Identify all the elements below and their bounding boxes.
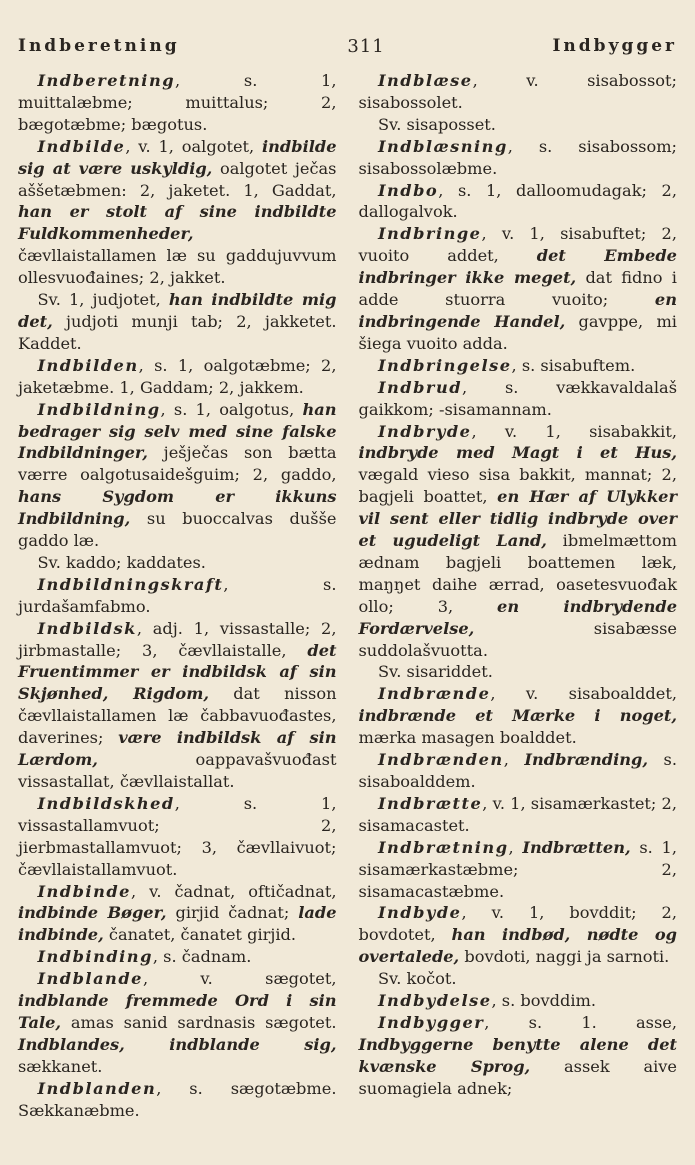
dictionary-entry	[359, 355, 678, 377]
dictionary-entry	[18, 1078, 337, 1122]
definition-text: , v. 1, sisabakkit,	[471, 421, 677, 441]
dictionary-entry	[18, 618, 337, 793]
example-phrase: Indblandes, indblande sig,	[18, 1034, 337, 1054]
example-phrase: indbilde sig at være uskyldig,	[18, 136, 337, 178]
example-phrase: han bedrager sig selv med sine falske Indbildninger,	[18, 399, 337, 463]
example-phrase: indbryde med Magt i et Hus,	[358, 443, 677, 463]
definition-text: , v. 1, sisamærkastet; 2, sisamacastet.	[358, 793, 677, 835]
headword: Indbilde	[37, 136, 126, 156]
headword: Indbringelse	[377, 355, 512, 375]
headword: Indbinde	[37, 881, 131, 901]
example-phrase: han indbød, nødte og overtalede,	[358, 925, 677, 967]
dictionary-entry	[18, 793, 337, 881]
definition-text: , s. jurdašamfabmo.	[18, 574, 337, 616]
definition-text: čævllaistallamen læ su gaddujuvvum ollesvuođaines; 2, jakket.	[18, 246, 337, 288]
example-phrase: indbinde Bøger,	[18, 903, 167, 923]
headword: Indbinding	[37, 947, 153, 967]
definition-text: , s. 1. asse,	[484, 1012, 677, 1032]
definition-text: , v. 1, oalgotet,	[125, 136, 263, 156]
dictionary-entry	[359, 136, 678, 180]
dictionary-entry	[359, 223, 678, 354]
definition-text: , s. 1, oalgotæbme; 2, jaketæbme. 1, Gaddam; 2, jakkem.	[18, 355, 337, 397]
definition-text: , s. 1, muittalæbme; muittalus; 2, bægotæbme; bægotus.	[18, 71, 337, 134]
definition-text: dat fidno i adde stuorra vuoito;	[358, 268, 677, 310]
definition-text: bovdoti, naggi ja sarnoti.	[459, 947, 670, 967]
right-column	[359, 70, 678, 1125]
definition-text: girjid čadnat;	[166, 903, 299, 923]
dictionary-entry	[359, 968, 678, 990]
definition-text: sisabæsse suddolašvuotta.	[358, 618, 677, 660]
definition-text: , adj. 1, vissastalle; 2, jirbmastalle; 3, čævllaistalle,	[18, 618, 337, 660]
headword: Indberetning	[37, 71, 176, 90]
header-left-guideword: Indberetning	[18, 36, 180, 56]
dictionary-entry	[18, 881, 337, 947]
definition-text: ,	[503, 750, 525, 770]
dictionary-entry	[18, 968, 337, 1078]
definition-text: dat nisson čævllaistallamen læ čabbavuođastes, daverines;	[18, 684, 337, 748]
definition-text: amas sanid sardnasis sægotet.	[61, 1012, 337, 1032]
example-phrase: det Fruentimmer er indbildsk af sin Skjønhed, Rigdom,	[18, 640, 337, 704]
headword: Indbrænden	[377, 750, 504, 770]
example-phrase: Indbrætten,	[522, 837, 631, 857]
headword: Indbryde	[377, 421, 472, 441]
definition-text: Sv. sisaposset.	[377, 114, 496, 134]
definition-text: ,	[508, 837, 523, 857]
running-header	[18, 30, 677, 62]
page-number: 311	[347, 35, 385, 57]
example-phrase: være indbildsk af sin Lærdom,	[18, 728, 337, 770]
dictionary-entry	[18, 574, 337, 618]
example-phrase: en indbringende Handel,	[358, 290, 677, 331]
definition-text: Sv. 1, judjotet,	[37, 290, 169, 310]
dictionary-entry	[359, 749, 678, 793]
definition-text: , s. 1, oalgotus,	[160, 399, 303, 419]
dictionary-entry	[359, 683, 678, 749]
headword: Indbrænde	[377, 684, 491, 704]
headword: Indbyde	[377, 903, 462, 923]
definition-text: , v. 1, sisabuftet; 2, vuoito addet,	[358, 224, 677, 266]
definition-text: , s. sisabossom; sisabossolæbme.	[358, 136, 677, 178]
definition-text: judjoti munji tab; 2, jakketet. Kaddet.	[18, 311, 337, 353]
definition-text: , s. 1, vissastallamvuot; 2, jierbmastallamvuot; 3, čævllaivuot; čævllaistallamvuot.	[18, 793, 337, 879]
dictionary-entry	[18, 946, 337, 968]
definition-text: , s. vækkavaldalaš gaikkom; -sisamannam.	[358, 377, 677, 419]
definition-text: , v. sisaboalddet,	[490, 684, 677, 704]
headword: Indbrætning	[377, 837, 509, 857]
definition-text: , v. sisabossot; sisabossolet.	[358, 71, 677, 112]
example-phrase: Indbrænding,	[524, 750, 648, 770]
headword: Indbildning	[37, 399, 161, 419]
example-phrase: hans Sygdom er ikkuns Indbildning,	[18, 487, 337, 529]
headword: Indbilden	[37, 355, 139, 375]
definition-text: , s. čadnam.	[152, 947, 252, 967]
definition-text: Sv. sisariddet.	[377, 662, 493, 682]
dictionary-entry	[18, 399, 337, 552]
dictionary-entry	[359, 114, 678, 136]
definition-text: , s. sægotæbme. Sækkanæbme.	[18, 1078, 337, 1120]
dictionary-entry	[359, 990, 678, 1012]
dictionary-entry	[359, 70, 678, 114]
dictionary-entry	[18, 70, 337, 136]
headword: Indbildningskraft	[37, 574, 224, 594]
text-columns	[18, 70, 677, 1125]
headword: Indbydelse	[377, 991, 492, 1011]
headword: Indblanden	[37, 1078, 157, 1098]
definition-text: čanatet, čanatet girjid.	[103, 925, 297, 945]
definition-text: vægald vieso sisa bakkit, mannat; 2, bagjeli boattet,	[358, 465, 677, 507]
dictionary-entry	[18, 289, 337, 355]
headword: Indbildsk	[37, 618, 137, 638]
definition-text: Sv. kaddo; kaddates.	[37, 552, 206, 572]
definition-text: , s. bovddim.	[491, 991, 597, 1011]
left-column	[18, 70, 337, 1125]
dictionary-entry	[359, 793, 678, 837]
example-phrase: lade indbinde,	[18, 903, 337, 945]
definition-text: , v. 1, bovddit; 2, bovdotet,	[358, 903, 677, 945]
example-phrase: indbrænde et Mærke i noget,	[358, 706, 677, 726]
headword: Indbrætte	[377, 793, 483, 813]
definition-text: s. 1, sisamærkastæbme; 2, sisamacastæbme.	[358, 837, 677, 901]
definition-text: s. sisaboalddem.	[358, 750, 677, 791]
dictionary-entry	[359, 377, 678, 421]
headword: Indbringe	[377, 224, 482, 244]
example-phrase: det Embede indbringer ikke meget,	[358, 246, 677, 288]
definition-text: sækkanet.	[18, 1056, 103, 1076]
example-phrase: han er stolt af sine indbildte Fuldkommenheder,	[18, 202, 337, 244]
dictionary-entry	[359, 902, 678, 968]
headword: Indbo	[377, 180, 439, 200]
header-right-guideword: Indbygger	[552, 36, 677, 56]
headword: Indblande	[37, 969, 143, 989]
definition-text: assek aive suomagiela adnek;	[358, 1056, 677, 1098]
headword: Indblæse	[377, 71, 473, 90]
example-phrase: han indbildte mig det,	[18, 290, 337, 331]
dictionary-entry	[18, 552, 337, 574]
definition-text: , v. čadnat, oftičadnat,	[130, 881, 337, 901]
definition-text: , v. sægotet,	[142, 969, 337, 989]
dictionary-entry	[18, 355, 337, 399]
headword: Indbygger	[377, 1012, 485, 1032]
headword: Indbildskhed	[37, 793, 175, 813]
dictionary-entry	[359, 661, 678, 683]
definition-text: ješječas son bætta værre oalgotusaidešguim; 2, gaddo,	[18, 443, 337, 485]
example-phrase: Indbyggerne benytte alene det kvænske Sprog,	[358, 1034, 677, 1076]
headword: Indblæsning	[377, 136, 508, 156]
definition-text: gavppe, mi šiega vuoito adda.	[358, 311, 677, 353]
definition-text: , s. sisabuftem.	[511, 355, 636, 375]
dictionary-entry	[359, 421, 678, 662]
dictionary-entry	[359, 180, 678, 224]
definition-text: ibmelmættom ædnam bagjeli boattemen læk, maŋŋet daihe ærrad, oasetesvuođak ollo; 3,	[358, 531, 677, 616]
example-phrase: en Hær af Ulykker vil sent eller tidlig indbryde over et ugudeligt Land,	[358, 487, 677, 551]
dictionary-entry	[18, 136, 337, 289]
definition-text: su buoccalvas dušše gaddo læ.	[18, 509, 337, 551]
definition-text: oalgotet ječas aššetæbmen: 2, jaketet. 1, Gaddat,	[18, 158, 337, 200]
example-phrase: en indbrydende Fordærvelse,	[358, 596, 677, 638]
definition-text: oappavašvuođast vissastallat, čævllaistallat.	[18, 750, 337, 791]
definition-text: Sv. kočot.	[377, 969, 457, 989]
headword: Indbrud	[377, 377, 463, 397]
example-phrase: indblande fremmede Ord i sin Tale,	[18, 991, 337, 1032]
dictionary-entry	[359, 1012, 678, 1100]
definition-text: mærka masagen boalddet.	[358, 728, 577, 748]
dictionary-entry	[359, 837, 678, 903]
definition-text: , s. 1, dalloomudagak; 2, dallogalvok.	[358, 180, 677, 222]
